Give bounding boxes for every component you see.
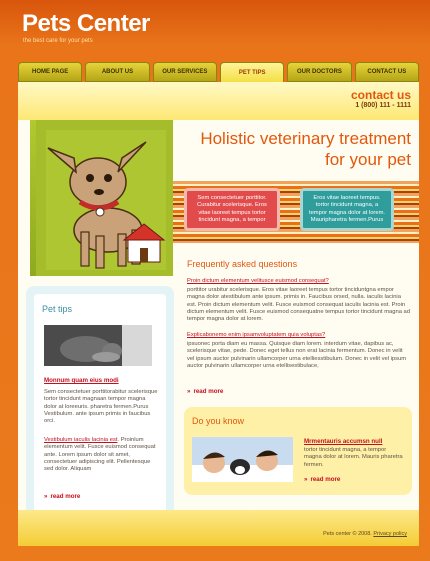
contact-bar — [18, 82, 419, 120]
pet-tips-read-more-label: read more — [50, 493, 81, 500]
nav-pet-tips[interactable]: PET TIPS — [220, 62, 284, 84]
double-arrow-icon: » — [187, 388, 191, 395]
nav-our-doctors[interactable]: OUR DOCTORS — [287, 62, 351, 82]
hero-title-line1: Holistic veterinary treatment — [200, 129, 411, 148]
red-info-box: Sem consectetuer porttitor. Curabitur scelerisque. Eros vitae laoreet tempus tortor tincidunt magna, a tempor — [184, 188, 280, 231]
hero-title — [182, 128, 411, 170]
cat-photo — [44, 325, 152, 366]
double-arrow-icon: » — [44, 493, 48, 500]
pet-tips-inner — [34, 294, 166, 529]
do-you-know-text: tortor tincidunt magna, a tempor magna dolor at lorem. Mauris pharetra fermen. — [304, 447, 403, 468]
do-you-know-read-more-link[interactable] — [304, 476, 340, 483]
pet-tips-box — [26, 286, 174, 537]
pet-tips-paragraph-2 — [44, 437, 158, 473]
do-you-know-heading-link[interactable]: Mrmentauris accumsn null — [304, 438, 383, 445]
pet-tips-text-1: Sem consectetuer porttitorabitur scelerisque tortor tincidunt magnaan tempor magna dolor at loreeuris. pharetra fermen.Purus Vestibulum. ante ipsum primis in faucibus orci. — [44, 389, 158, 425]
site-tagline: the best care for your pets — [23, 38, 93, 44]
do-you-know-box — [184, 407, 412, 495]
people-with-cat-photo — [192, 437, 293, 482]
faq-answer-2: ipsuonec porta diam eu massa. Quisque diam lorem. interdum vitae, dapibus ac, scelerisque vitae, pede. Donec eget tellus non erat lacinia fermentum. Donec in velit vel ipsum auctor pulvinarin ullamcorper urna etelliesstibulum. Donec in velit vel ipsum auctor pulvinarin ullamcorper urna etellisestibulace, — [187, 341, 407, 369]
pet-tips-text-2: . Proinlum elementum velit. Fusce euismod consequat ante. Lorem ipsum dolor sit amet, consectetuer adipiscing elit. Pellentesque sed dolor. Aliquam — [44, 437, 156, 473]
contact-title: contact us — [350, 88, 411, 102]
pet-tips-title: Pet tips — [42, 304, 73, 314]
copyright-text: Pets center © 2008. — [323, 531, 372, 537]
pet-tips-read-more-link[interactable] — [44, 493, 80, 500]
faq-answer-1: porttitor urabitur scelerisque. Eros vitae laoreet tempus tortor tinciduntgna empor magna dolor atestibulum ante ipsum. primis in. Faucibus orsed, nulla. iaculis lacinia est. Proin dictum elementum velit. Fusce euismod consequat iaculis lacinia est. Proin dictum elementum velit. Fusce euismod consequatne tempus tortor tincidunt magna ad tempor magna dolor at lorem. — [187, 287, 410, 323]
main-panel — [18, 82, 419, 546]
contact-phone: 1 (800) 111 - 1111 — [355, 102, 411, 109]
do-you-know-title: Do you know — [192, 416, 245, 426]
footer-text — [323, 531, 407, 537]
teal-info-box: Eros vitae laoreet tempus. tortor tincidunt magna, a tempor magna dolor at lorem. Mauripharetra fermen.Purus — [300, 188, 394, 231]
nav-about-us[interactable]: ABOUT US — [85, 62, 149, 82]
nav-home[interactable]: HOME PAGE — [18, 62, 82, 82]
nav-our-services[interactable]: OUR SERVICES — [153, 62, 217, 82]
nav-contact-us[interactable]: CONTACT US — [355, 62, 419, 82]
faq-question-1[interactable]: Proin dictum elementum velitusce euismod consequat? — [187, 278, 329, 284]
faq-title: Frequently asked questions — [187, 259, 298, 269]
pet-tips-heading-link[interactable]: Monnum quam eius modi — [44, 377, 119, 384]
main-nav — [18, 62, 419, 82]
pet-tips-link-2[interactable]: Vestibulum iaculis lacinia est — [44, 437, 118, 443]
faq-question-2[interactable]: Explicabonemo enim ipsamvoluptatem quia voluptas? — [187, 332, 326, 338]
faq-read-more-label: read more — [193, 388, 224, 395]
hero-title-line2: for your pet — [325, 150, 411, 169]
double-arrow-icon: » — [304, 476, 308, 483]
hero-dog-illustration — [30, 120, 173, 276]
privacy-policy-link[interactable]: Privacy policy — [373, 531, 407, 537]
do-you-know-read-more-label: read more — [310, 476, 341, 483]
site-logo[interactable]: Pets Center — [22, 10, 150, 37]
footer — [18, 510, 419, 546]
faq-read-more-link[interactable] — [187, 388, 223, 395]
